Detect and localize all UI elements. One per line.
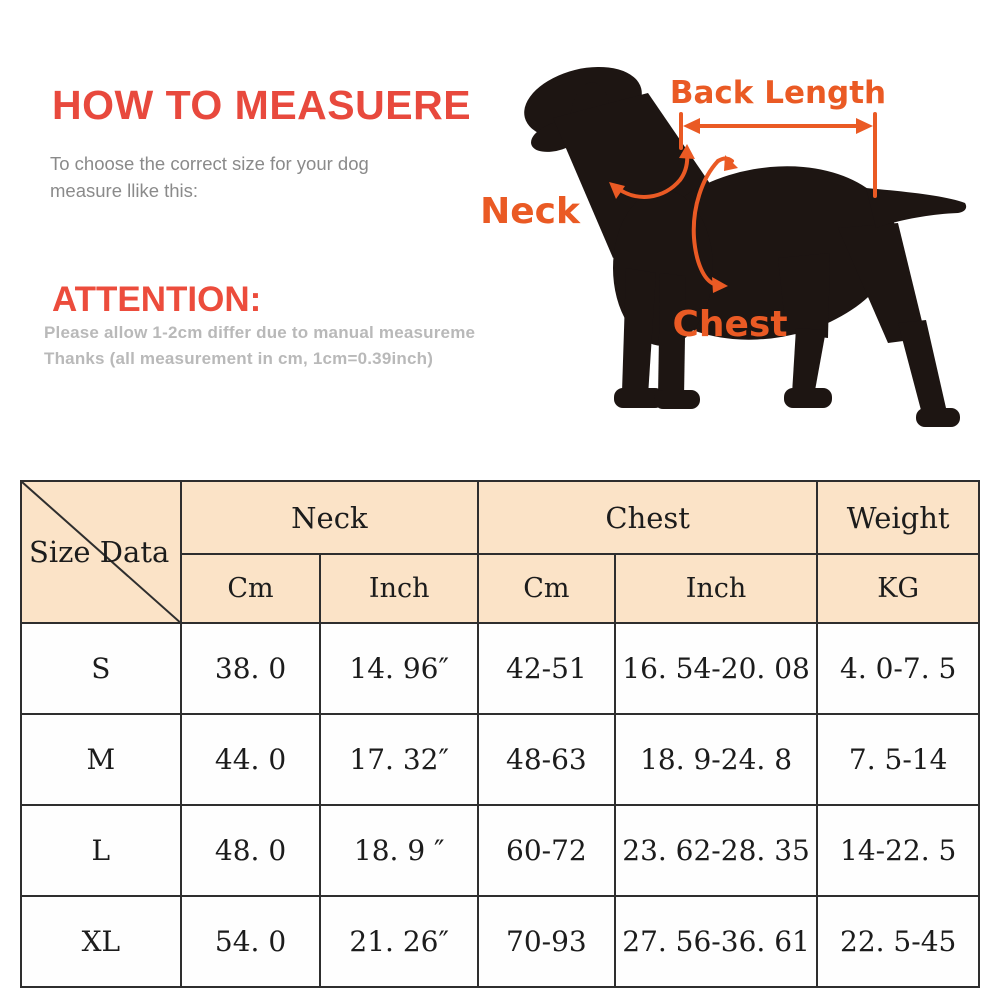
neck-label: Neck — [480, 191, 580, 232]
chest-label: Chest — [672, 304, 788, 345]
table-row-s — [21, 623, 979, 714]
size-cell: M — [21, 714, 181, 805]
neck-cm-cell: 38. 0 — [181, 623, 321, 714]
how-to-measure-title: HOW TO MEASUERE — [52, 82, 472, 128]
how-to-line-1: To choose the correct size for your dog — [50, 153, 369, 174]
attention-line-2: Thanks (all measurement in cm, 1cm=0.39inch) — [44, 349, 434, 368]
size-cell: XL — [21, 896, 181, 987]
header-group-neck: Neck — [181, 481, 478, 554]
neck-cm-cell: 44. 0 — [181, 714, 321, 805]
corner-cell-size-data — [21, 481, 181, 623]
subheader-weight-kg: KG — [817, 554, 979, 623]
neck-cm-cell: 54. 0 — [181, 896, 321, 987]
dog-silhouette-icon — [517, 58, 967, 427]
chest-inch-cell: 16. 54-20. 08 — [615, 623, 818, 714]
back-length-label: Back Length — [669, 75, 887, 111]
how-to-measure-subtext — [50, 150, 369, 204]
chest-cm-cell: 48-63 — [478, 714, 615, 805]
neck-cm-cell: 48. 0 — [181, 805, 321, 896]
chest-cm-cell: 42-51 — [478, 623, 615, 714]
subheader-neck-inch: Inch — [320, 554, 478, 623]
weight-kg-cell: 14-22. 5 — [817, 805, 979, 896]
weight-kg-cell: 22. 5-45 — [817, 896, 979, 987]
neck-inch-cell: 18. 9 ″ — [320, 805, 478, 896]
weight-kg-cell: 7. 5-14 — [817, 714, 979, 805]
table-row-xl — [21, 896, 979, 987]
size-cell: S — [21, 623, 181, 714]
neck-inch-cell: 17. 32″ — [320, 714, 478, 805]
attention-title: ATTENTION: — [52, 280, 262, 319]
neck-inch-cell: 14. 96″ — [320, 623, 478, 714]
table-header-row-groups — [21, 481, 979, 554]
chest-inch-cell: 27. 56-36. 61 — [615, 896, 818, 987]
subheader-chest-cm: Cm — [478, 554, 615, 623]
weight-kg-cell: 4. 0-7. 5 — [817, 623, 979, 714]
chest-inch-cell: 23. 62-28. 35 — [615, 805, 818, 896]
how-to-line-2: measure llike this: — [50, 180, 199, 201]
header-group-chest: Chest — [478, 481, 817, 554]
table-row-m — [21, 714, 979, 805]
header-group-weight: Weight — [817, 481, 979, 554]
chest-cm-cell: 60-72 — [478, 805, 615, 896]
size-table — [20, 480, 980, 988]
subheader-neck-cm: Cm — [181, 554, 321, 623]
subheader-chest-inch: Inch — [615, 554, 818, 623]
corner-label: Size Data — [29, 535, 170, 569]
dog-measurement-diagram — [478, 58, 983, 480]
chest-inch-cell: 18. 9-24. 8 — [615, 714, 818, 805]
attention-subtext — [44, 320, 475, 372]
size-cell: L — [21, 805, 181, 896]
chest-cm-cell: 70-93 — [478, 896, 615, 987]
table-row-l — [21, 805, 979, 896]
neck-inch-cell: 21. 26″ — [320, 896, 478, 987]
attention-line-1: Please allow 1-2cm differ due to manual measureme — [44, 323, 476, 342]
